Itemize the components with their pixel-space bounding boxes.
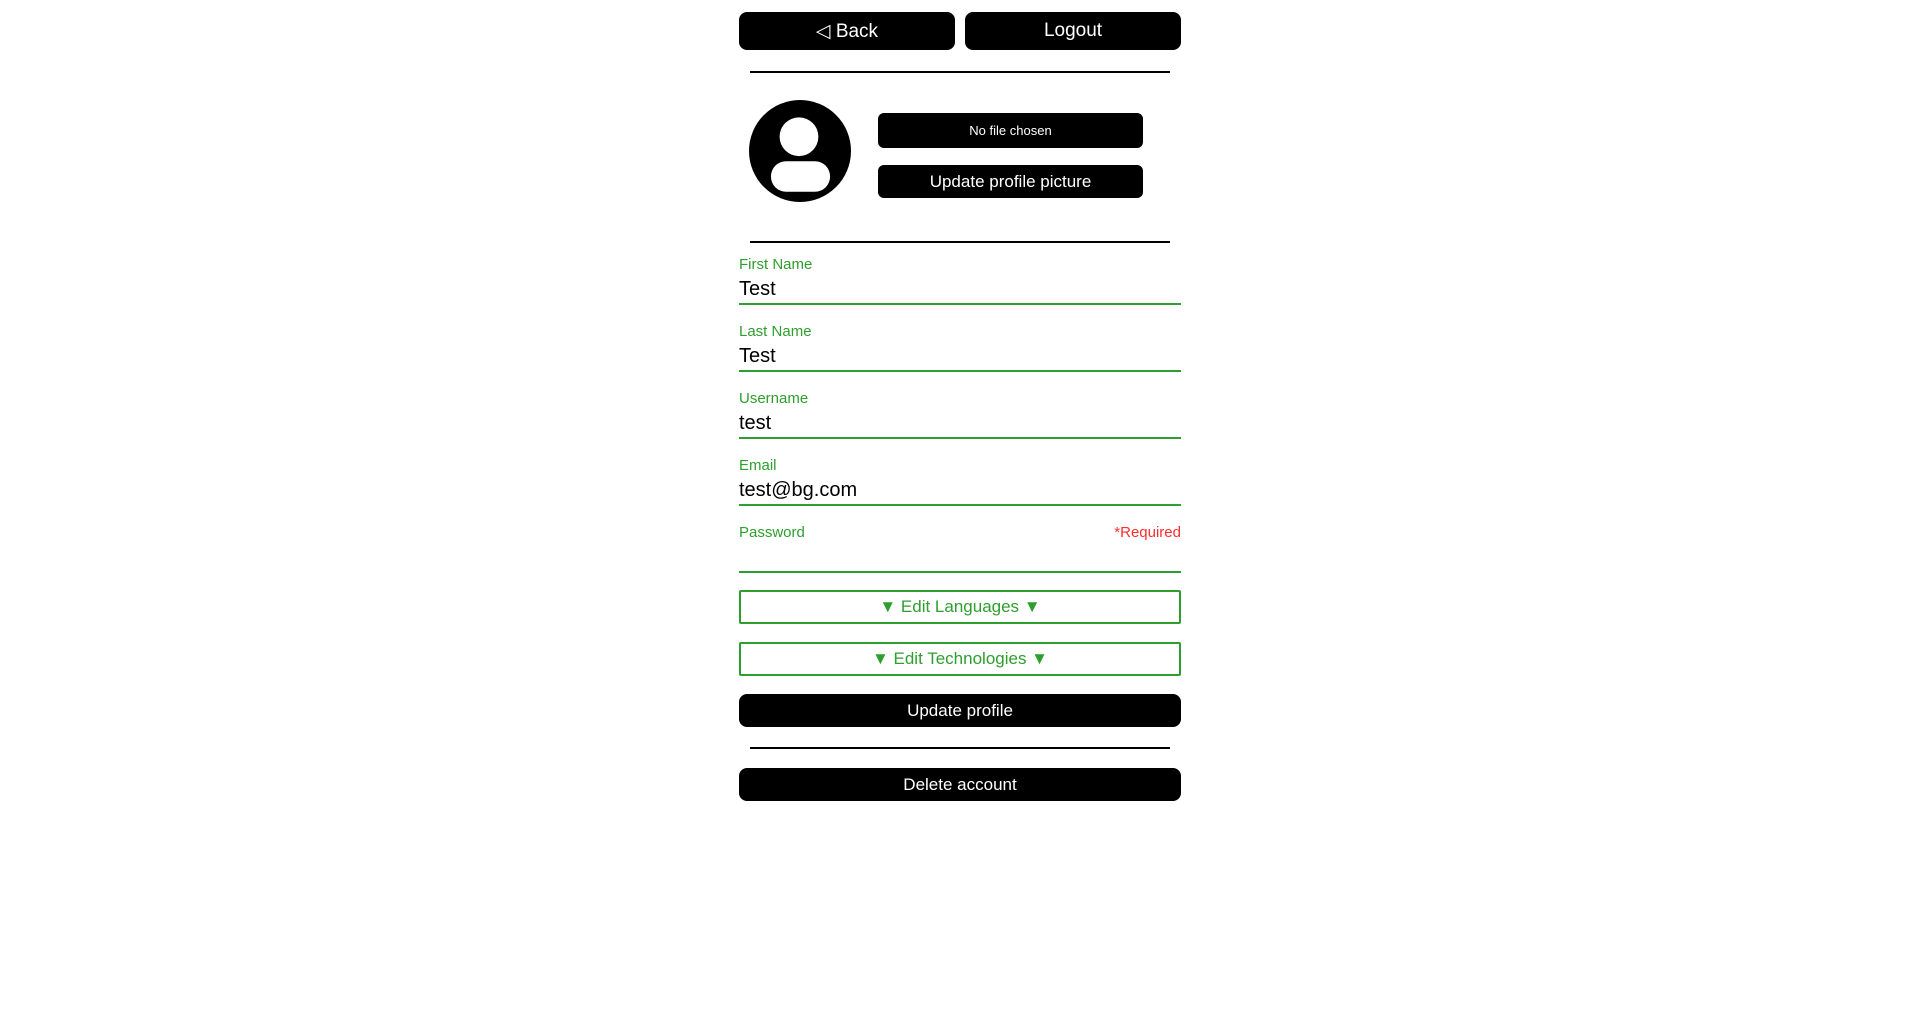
divider-form: [750, 241, 1170, 243]
user-avatar-icon: [749, 100, 851, 202]
picture-buttons: [878, 113, 1143, 202]
username-label: Username: [739, 390, 809, 407]
username-input[interactable]: [739, 409, 1181, 439]
first-name-input[interactable]: [739, 275, 1181, 305]
profile-edit-page: [739, 0, 1181, 801]
first-name-field: [739, 255, 1181, 305]
divider-top: [750, 71, 1170, 73]
edit-languages-button[interactable]: ▼ Edit Languages ▼: [739, 590, 1181, 624]
edit-technologies-button[interactable]: ▼ Edit Technologies ▼: [739, 642, 1181, 676]
first-name-label: First Name: [739, 256, 813, 273]
topbar: [739, 12, 1181, 50]
back-button[interactable]: ◁ Back: [739, 12, 955, 50]
password-label-row: [739, 523, 1181, 543]
last-name-label: Last Name: [739, 323, 812, 340]
password-label: Password: [739, 524, 805, 541]
last-name-input[interactable]: [739, 342, 1181, 372]
profile-picture-section: [739, 100, 1181, 202]
last-name-field: [739, 322, 1181, 372]
logout-button[interactable]: Logout: [965, 12, 1181, 50]
delete-account-button[interactable]: Delete account: [739, 768, 1181, 801]
file-input-button[interactable]: No file chosen: [878, 113, 1143, 148]
email-label: Email: [739, 457, 777, 474]
update-profile-button[interactable]: Update profile: [739, 694, 1181, 727]
update-picture-button[interactable]: Update profile picture: [878, 165, 1143, 198]
email-field: [739, 456, 1181, 506]
email-input[interactable]: [739, 476, 1181, 506]
username-field: [739, 389, 1181, 439]
password-input[interactable]: [739, 543, 1181, 573]
divider-bottom: [750, 747, 1170, 749]
profile-form: [739, 255, 1181, 573]
required-note: *Required: [1114, 524, 1181, 541]
password-field: [739, 523, 1181, 573]
